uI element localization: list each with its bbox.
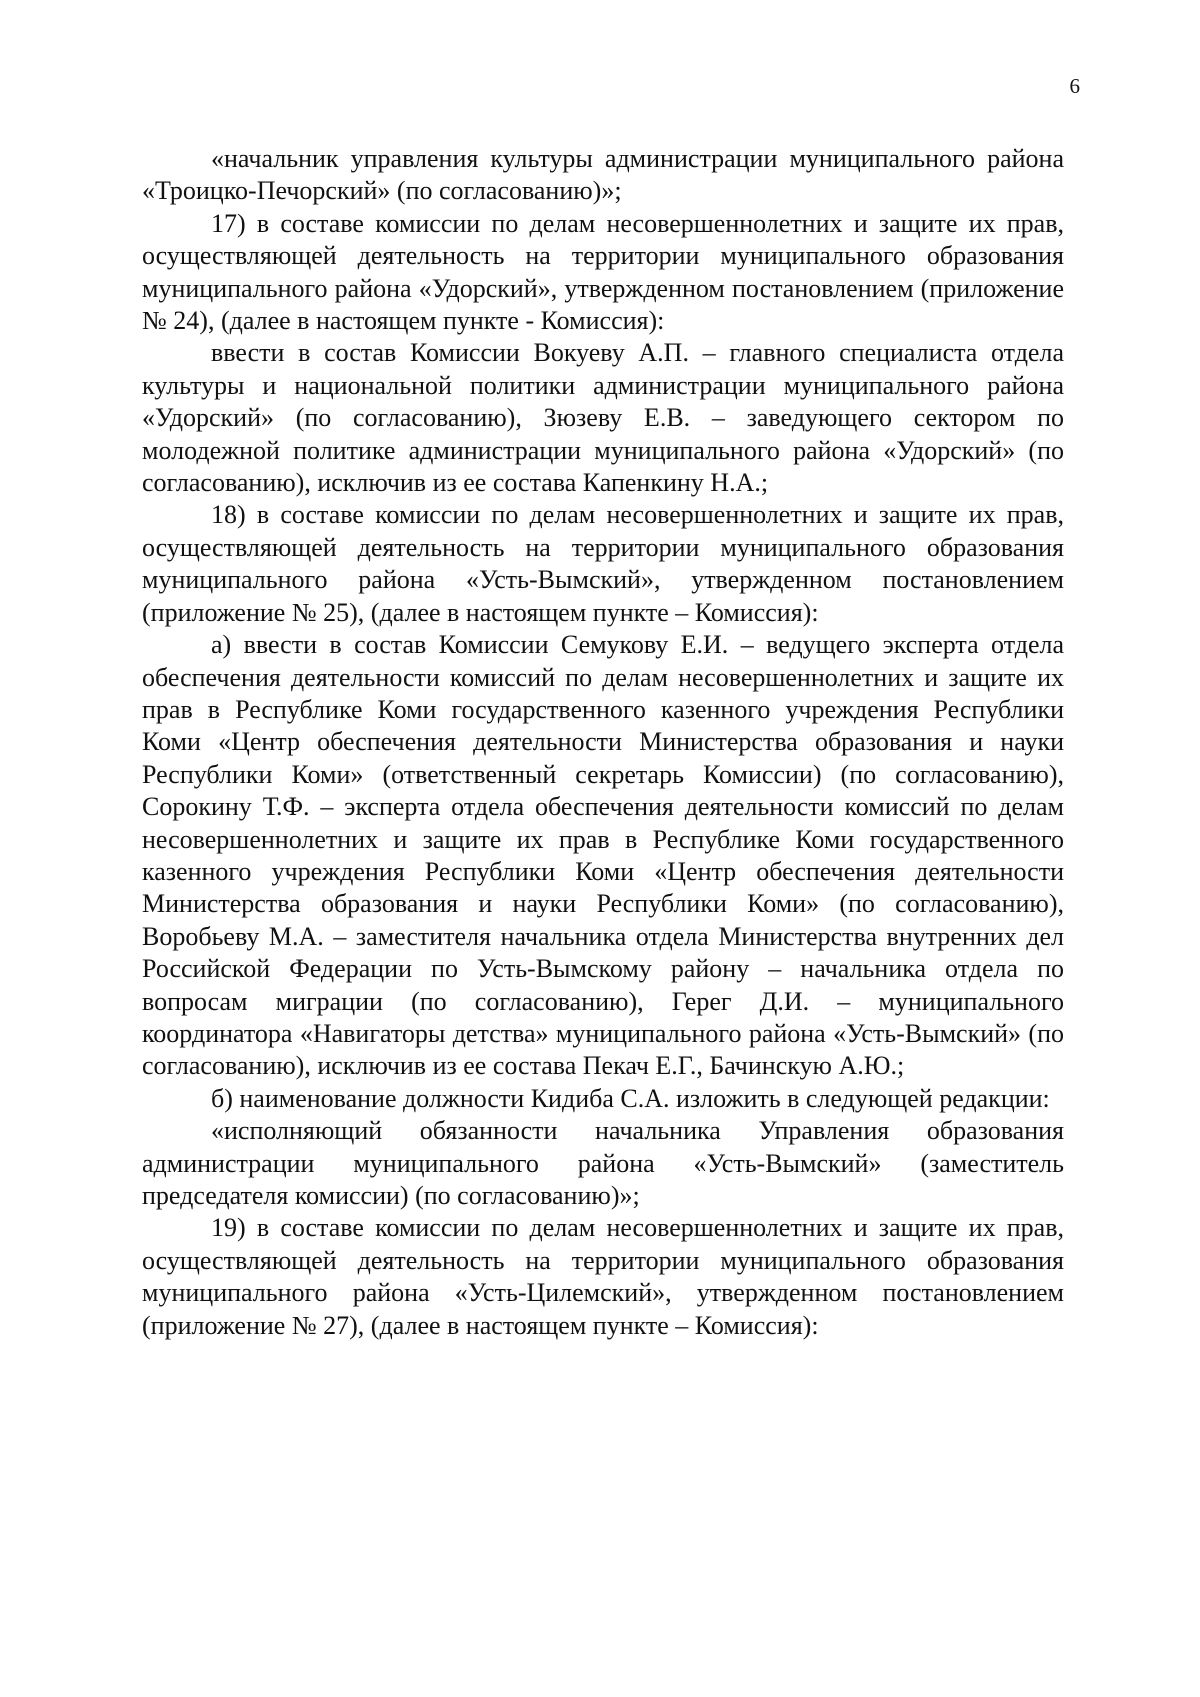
paragraph-item-17-text: ввести в состав Комиссии Вокуеву А.П. – главного специалиста отдела культуры и национальной политики администрации муниципального района «Удорский» (по согласованию), Зюзеву Е.В. – заведующего сектором по молодежной политике администрации муниципального района «Удорский» (по согласованию), исключив из ее состава Капенкину Н.А.; [142,338,1064,498]
page-number: 6 [1069,74,1080,98]
paragraph-item-17: 17) в составе комиссии по делам несовершеннолетних и защите их прав, осуществляющей деятельность на территории муниципального образования муниципального района «Удорский», утвержденном постановлением (приложение № 24), (далее в настоящем пункте - Комиссия): [142,208,1064,336]
paragraph-item-18-a: а) ввести в состав Комиссии Семукову Е.И. – ведущего эксперта отдела обеспечения деятельности комиссий по делам несовершеннолетних и защите их прав в Республике Коми государственного казенного учреждения Республики Коми «Центр обеспечения деятельности Министерства образования и науки Республики Коми» (ответственный секретарь Комиссии) (по согласованию), Сорокину Т.Ф. – эксперта отдела обеспечения деятельности комиссий по делам несовершеннолетних и защите их прав в Республике Коми государственного казенного учреждения Республики Коми «Центр обеспечения деятельности Министерства образования и науки Республики Коми» (по согласованию), Воробьеву М.А. – заместителя начальника отдела Министерства внутренних дел Российской Федерации по Усть-Вымскому району – начальника отдела по вопросам миграции (по согласованию), Герег Д.И. – муниципального координатора «Навигаторы детства» муниципального района «Усть-Вымский» (по согласованию), исключив из ее состава Пекач Е.Г., Бачинскую А.Ю.; [142,630,1064,1081]
paragraph-item-19: 19) в составе комиссии по делам несовершеннолетних и защите их прав, осуществляющей деятельность на территории муниципального образования муниципального района «Усть-Цилемский», утвержденном постановлением (приложение № 27), (далее в настоящем пункте – Комиссия): [142,1213,1064,1340]
document-body [142,143,1064,1342]
paragraph-item-18: 18) в составе комиссии по делам несовершеннолетних и защите их прав, осуществляющей деятельность на территории муниципального образования муниципального района «Усть-Вымский», утвержденном постановлением (приложение № 25), (далее в настоящем пункте – Комиссия): [142,500,1064,627]
paragraph-continuation: «начальник управления культуры администрации муниципального района «Троицко-Печорский» (по согласованию)»; [142,144,1064,206]
paragraph-item-18-b-quote: «исполняющий обязанности начальника Управления образования администрации муниципального района «Усть-Вымский» (заместитель председателя комиссии) (по согласованию)»; [142,1116,1064,1210]
paragraph-item-18-b: б) наименование должности Кидиба С.А. изложить в следующей редакции: [211,1083,1050,1113]
